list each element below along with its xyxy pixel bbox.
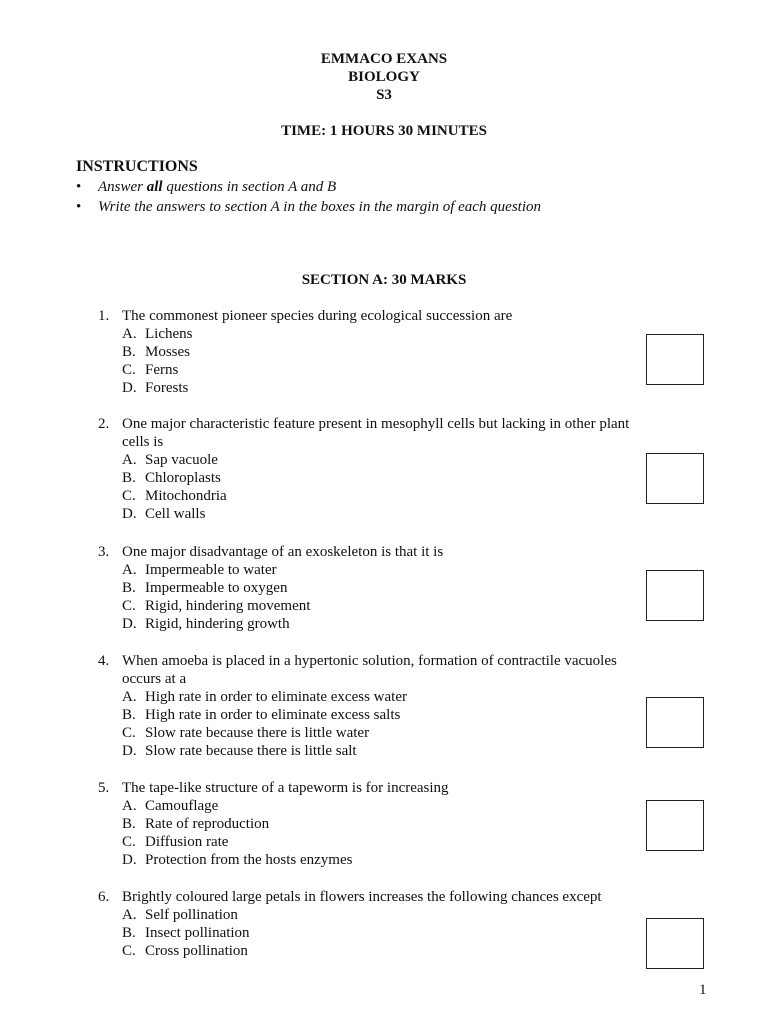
exam-title: EMMACO EXANS — [320, 51, 448, 67]
option-c: C. Cross pollination — [122, 943, 248, 959]
bullet-icon: • — [76, 199, 82, 215]
time-allowed: TIME: 1 HOURS 30 MINUTES — [281, 123, 487, 139]
instructions-heading: INSTRUCTIONS — [76, 158, 198, 175]
option-c: C. Rigid, hindering movement — [122, 598, 311, 614]
instruction-item-2 — [76, 198, 541, 216]
option-c: C. Ferns — [122, 362, 179, 378]
option-d: D. Rigid, hindering growth — [122, 616, 290, 632]
option-a: A. Impermeable to water — [122, 562, 277, 578]
question-number: 1. — [98, 308, 110, 324]
option-a: A. Camouflage — [122, 798, 219, 814]
question-number: 4. — [98, 653, 110, 669]
option-d: D. Protection from the hosts enzymes — [122, 852, 353, 868]
answer-box-2[interactable] — [646, 453, 704, 504]
answer-box-4[interactable] — [646, 697, 704, 748]
answer-box-1[interactable] — [646, 334, 704, 385]
class-title: S3 — [376, 87, 392, 103]
option-c: C. Slow rate because there is little water — [122, 725, 370, 741]
option-d: D. Slow rate because there is little salt — [122, 743, 357, 759]
question-2 — [98, 415, 698, 523]
question-number: 2. — [98, 416, 110, 432]
answer-box-3[interactable] — [646, 570, 704, 621]
option-b: B. Impermeable to oxygen — [122, 580, 288, 596]
question-text-continued: occurs at a — [122, 671, 187, 687]
question-6 — [98, 888, 698, 960]
answer-box-5[interactable] — [646, 800, 704, 851]
option-a: A. Self pollination — [122, 907, 238, 923]
option-b: B. Mosses — [122, 344, 191, 360]
option-b: B. High rate in order to eliminate excess salts — [122, 707, 401, 723]
option-b: B. Insect pollination — [122, 925, 250, 941]
question-text: Brightly coloured large petals in flowers increases the following chances except — [122, 889, 602, 905]
question-text: One major characteristic feature present in mesophyll cells but lacking in other plant — [122, 416, 630, 432]
instruction-text: Answer — [98, 179, 147, 195]
bullet-icon: • — [76, 179, 82, 195]
option-b: B. Rate of reproduction — [122, 816, 270, 832]
question-1 — [98, 307, 698, 397]
option-a: A. Sap vacuole — [122, 452, 218, 468]
option-d: D. Forests — [122, 380, 189, 396]
question-text: The commonest pioneer species during ecological succession are — [122, 308, 513, 324]
question-text: One major disadvantage of an exoskeleton is that it is — [122, 544, 444, 560]
option-c: C. Diffusion rate — [122, 834, 229, 850]
option-d: D. Cell walls — [122, 506, 206, 522]
question-5 — [98, 779, 698, 869]
instruction-item-1 — [76, 178, 336, 196]
subject-title: BIOLOGY — [348, 69, 420, 85]
question-4 — [98, 652, 698, 760]
question-3 — [98, 543, 698, 633]
question-number: 6. — [98, 889, 110, 905]
instruction-emphasis: all — [146, 179, 163, 195]
question-text: The tape-like structure of a tapeworm is for increasing — [122, 780, 449, 796]
option-a: A. Lichens — [122, 326, 193, 342]
page-number: 1 — [699, 982, 707, 998]
section-heading: SECTION A: 30 MARKS — [301, 272, 467, 288]
question-number: 3. — [98, 544, 110, 560]
option-c: C. Mitochondria — [122, 488, 227, 504]
answer-box-6[interactable] — [646, 918, 704, 969]
option-a: A. High rate in order to eliminate excess water — [122, 689, 407, 705]
question-number: 5. — [98, 780, 110, 796]
question-text: When amoeba is placed in a hypertonic solution, formation of contractile vacuoles — [122, 653, 617, 669]
instruction-text: questions in section A and B — [162, 179, 337, 195]
instruction-text: Write the answers to section A in the boxes in the margin of each question — [98, 199, 542, 215]
question-text-continued: cells is — [122, 434, 164, 450]
option-b: B. Chloroplasts — [122, 470, 221, 486]
